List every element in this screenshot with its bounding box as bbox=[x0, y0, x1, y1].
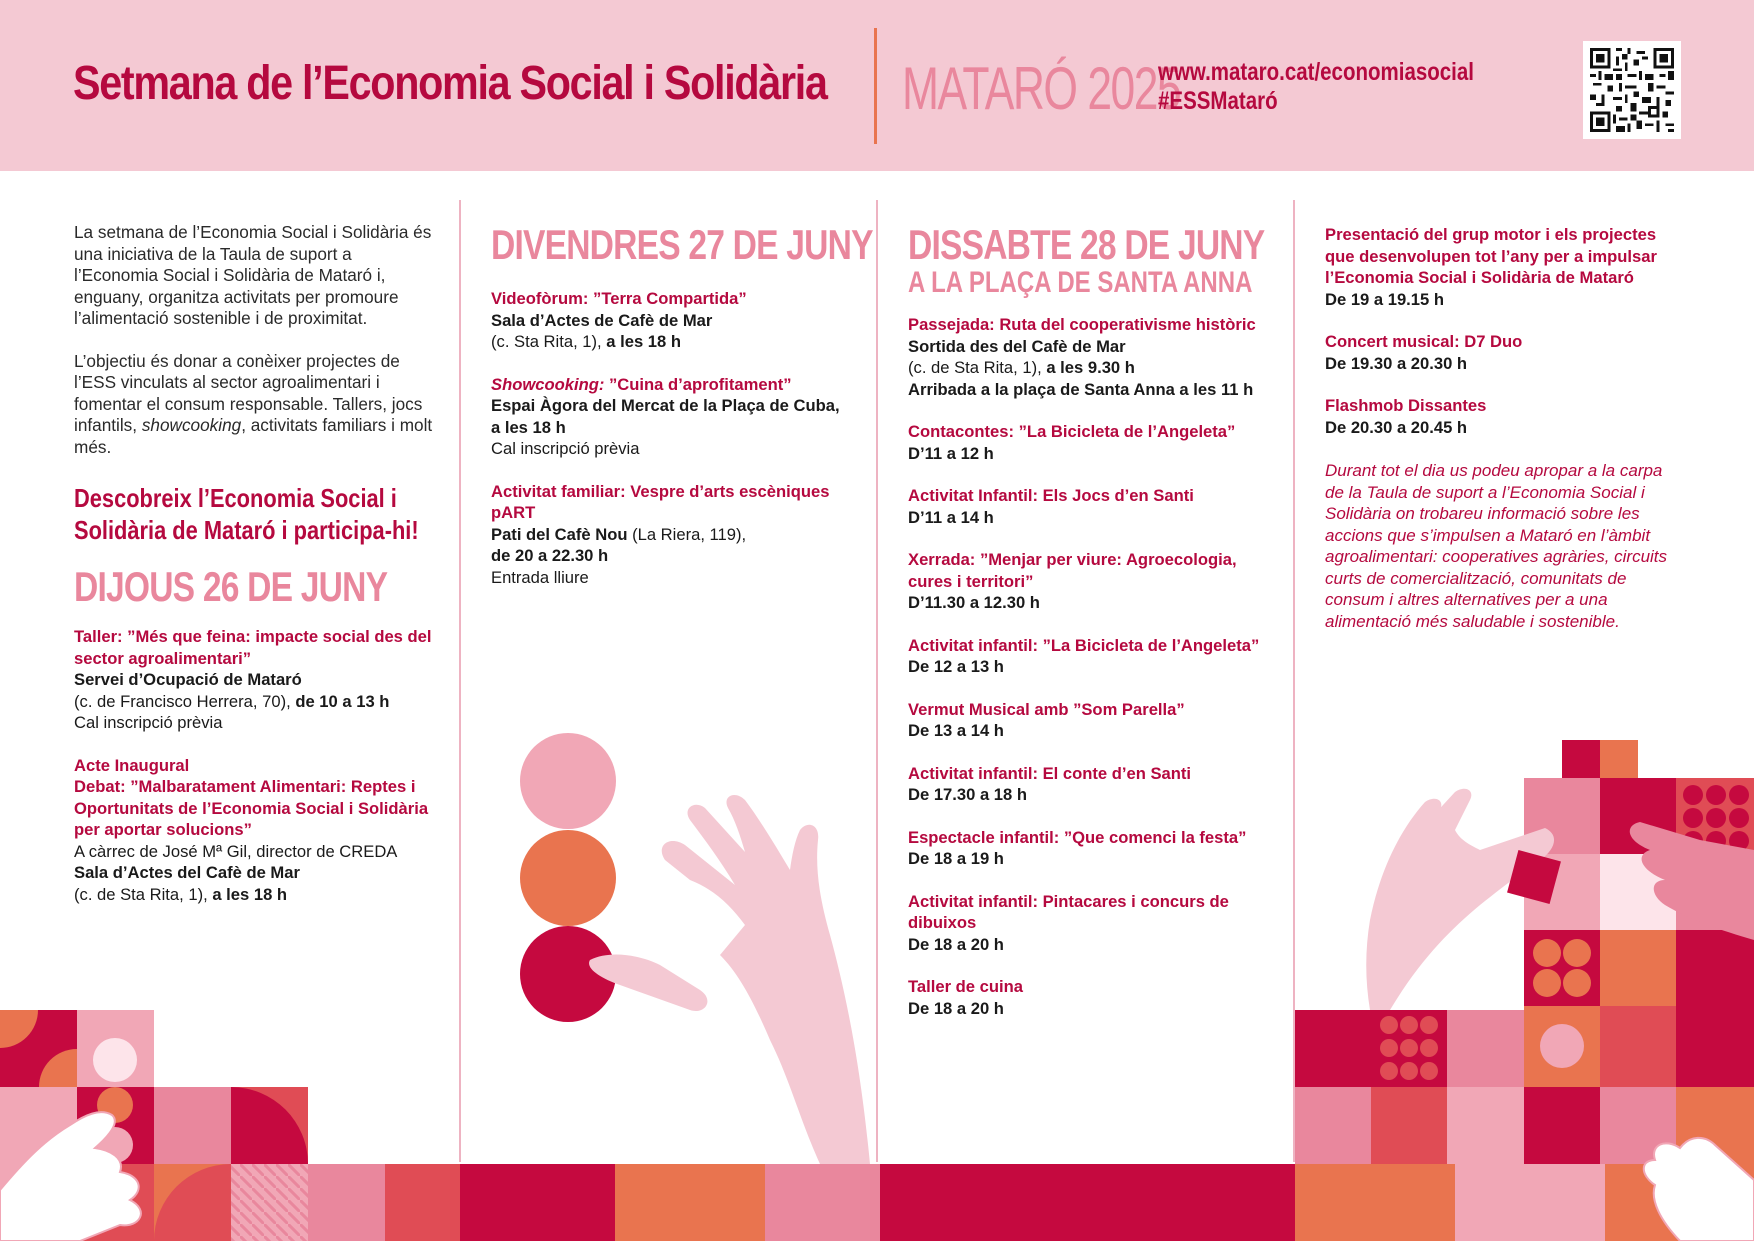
event-note: Cal inscripció prèvia bbox=[74, 713, 223, 732]
event-acte-inaugural bbox=[74, 755, 434, 906]
event-time: D’11 a 14 h bbox=[908, 507, 994, 527]
event-speaker: A càrrec de José Mª Gil, director de CREDA bbox=[74, 841, 398, 861]
column-intro bbox=[74, 222, 434, 905]
event-title: Activitat infantil: ”La Bicicleta de l’Angeleta” bbox=[908, 635, 1260, 655]
event-time: De 12 a 13 h bbox=[908, 657, 1004, 676]
header-divider bbox=[874, 28, 877, 144]
event-venue: Servei d’Ocupació de Mataró bbox=[74, 670, 302, 689]
column-dissabte bbox=[908, 222, 1278, 1019]
event-taller bbox=[74, 626, 434, 734]
event-jocs-santi bbox=[908, 485, 1278, 528]
event-note: Cal inscripció prèvia bbox=[491, 439, 640, 458]
event-concert-musical bbox=[1325, 331, 1685, 374]
event-espectacle-infantil bbox=[908, 827, 1278, 870]
header-city-year: MATARÓ 2025 bbox=[902, 55, 1181, 122]
event-title: Passejada: Ruta del cooperativisme històric bbox=[908, 315, 1256, 334]
event-time: D’11.30 a 12.30 h bbox=[908, 593, 1040, 612]
event-title: Taller de cuina bbox=[908, 977, 1023, 996]
day-subheading-location: A LA PLAÇA DE SANTA ANNA bbox=[908, 266, 1253, 299]
page-title: Setmana de l’Economia Social i Solidària bbox=[73, 57, 827, 110]
middle-hand-illustration bbox=[589, 795, 870, 1164]
qr-code-icon bbox=[1590, 48, 1674, 132]
left-hand-illustration bbox=[0, 1112, 141, 1241]
event-title: Activitat infantil: Pintacares i concurs de dibuixos bbox=[908, 891, 1229, 932]
event-venue-address: Pati del Cafè Nou (La Riera, 119), bbox=[491, 524, 747, 544]
column-divider-2 bbox=[876, 200, 878, 1162]
event-title: Showcooking: ”Cuina d’aprofitament” bbox=[491, 374, 792, 394]
event-time: De 20.30 a 20.45 h bbox=[1325, 417, 1468, 437]
day-heading-divendres: DIVENDRES 27 DE JUNY bbox=[491, 221, 873, 268]
bottom-right-mosaic bbox=[1295, 740, 1754, 1164]
event-title: Flashmob Dissantes bbox=[1325, 396, 1487, 415]
event-bicicleta-angeleta bbox=[908, 635, 1278, 678]
event-time: D’11 a 12 h bbox=[908, 443, 994, 463]
event-title: Taller: ”Més que feina: impacte social des del sector agroalimentari” bbox=[74, 627, 432, 668]
event-address-time: (c. de Sta Rita, 1), a les 9.30 h bbox=[908, 358, 1135, 377]
event-title: Activitat familiar: Vespre d’arts escèniques pART bbox=[491, 481, 830, 522]
event-venue: Sortida des del Cafè de Mar bbox=[908, 336, 1126, 356]
column-divider-3 bbox=[1293, 200, 1295, 1162]
event-address-time: (c. de Sta Rita, 1), a les 18 h bbox=[74, 884, 288, 904]
event-title: Presentació del grup motor i els projectes que desenvolupen tot l’any per a impulsar l’Economia Social i Solidària de Mataró bbox=[1325, 225, 1657, 287]
column-continued bbox=[1325, 222, 1685, 632]
event-passejada bbox=[908, 314, 1278, 400]
event-title: Activitat infantil: El conte d’en Santi bbox=[908, 763, 1192, 783]
event-contacontes bbox=[908, 421, 1278, 464]
event-note: Entrada lliure bbox=[491, 567, 589, 587]
column-divider-1 bbox=[459, 200, 461, 1162]
event-time: De 18 a 20 h bbox=[908, 998, 1004, 1018]
stacked-balls-illustration bbox=[520, 733, 616, 1022]
event-vermut-musical bbox=[908, 699, 1278, 742]
call-to-action: Descobreix l’Economia Social i Solidària de Mataró i participa-hi! bbox=[74, 483, 419, 545]
event-title: Xerrada: ”Menjar per viure: Agroecologia, cures i territori” bbox=[908, 550, 1237, 591]
bottom-left-mosaic bbox=[0, 1010, 385, 1241]
event-title: Activitat Infantil: Els Jocs d’en Santi bbox=[908, 486, 1194, 505]
right-hand-upper-illustration bbox=[1366, 789, 1554, 1010]
event-address-time: (c. Sta Rita, 1), a les 18 h bbox=[491, 332, 681, 351]
held-tile-illustration bbox=[1507, 850, 1561, 904]
event-title: Contacontes: ”La Bicicleta de l’Angeleta” bbox=[908, 422, 1236, 441]
right-hand-lower-illustration bbox=[1630, 822, 1754, 940]
event-presentacio-grup-motor bbox=[1325, 224, 1685, 310]
header-banner bbox=[0, 0, 1754, 171]
event-title: Acte Inaugural Debat: ”Malbaratament Alimentari: Reptes i Oportunitats de l’Economia Social i Solidària per aportar solucions” bbox=[74, 755, 429, 839]
day-heading-dissabte: DISSABTE 28 DE JUNY bbox=[908, 221, 1265, 268]
event-time: De 19.30 a 20.30 h bbox=[1325, 353, 1468, 373]
event-time: De 18 a 19 h bbox=[908, 849, 1004, 868]
event-address-time: (c. de Francisco Herrera, 70), de 10 a 13 h bbox=[74, 691, 390, 711]
qr-code[interactable] bbox=[1583, 41, 1681, 139]
event-time: De 19 a 19.15 h bbox=[1325, 289, 1445, 309]
event-venue: Sala d’Actes del Cafè de Mar bbox=[74, 863, 300, 882]
event-title: Videofòrum: ”Terra Compartida” bbox=[491, 289, 747, 308]
event-pintacares bbox=[908, 891, 1278, 956]
bottom-mosaic-band bbox=[0, 1164, 1754, 1241]
intro-text bbox=[74, 222, 434, 458]
column-divendres bbox=[491, 221, 873, 588]
event-title: Espectacle infantil: ”Que comenci la festa” bbox=[908, 827, 1247, 847]
intro-paragraph-2: L’objectiu és donar a conèixer projectes de l’ESS vinculats al sector agroalimentari i fomentar el consum responsable. Tallers, jocs infantils, showcooking, activitats familiars i molt més. bbox=[74, 350, 433, 457]
intro-paragraph-1: La setmana de l’Economia Social i Solidària és una iniciativa de la Taula de suport a l’Economia Social i Solidària de Mataró i, enguany, organitza activitats per promoure l’alimentació sostenible i de proximitat. bbox=[74, 222, 432, 328]
event-xerrada bbox=[908, 549, 1278, 614]
event-conte-santi bbox=[908, 763, 1278, 806]
event-videoforum bbox=[491, 288, 851, 353]
event-title: Concert musical: D7 Duo bbox=[1325, 332, 1523, 351]
event-arrival: Arribada a la plaça de Santa Anna a les 11 h bbox=[908, 379, 1254, 399]
event-time: De 13 a 14 h bbox=[908, 721, 1004, 740]
event-activitat-familiar bbox=[491, 481, 851, 589]
event-title: Vermut Musical amb ”Som Parella” bbox=[908, 699, 1185, 719]
event-taller-cuina bbox=[908, 976, 1278, 1019]
event-time: De 17.30 a 18 h bbox=[908, 785, 1028, 804]
event-time: de 20 a 22.30 h bbox=[491, 546, 609, 565]
hashtag: #ESSMataró bbox=[1158, 87, 1278, 115]
closing-note: Durant tot el dia us podeu apropar a la carpa de la Taula de suport a l’Economia Social i Solidària on trobareu informació sobre les accions que s’impulsen a Mataró en l’àmbit agroalimentari: cooperatives agràries, circuits curts de comercialització, comunitats de consum i altres alternatives per a una alimentació més saludable i sostenible. bbox=[1325, 461, 1668, 631]
event-venue: Espai Àgora del Mercat de la Plaça de Cuba, a les 18 h bbox=[491, 396, 840, 437]
right-hand-bottom-illustration bbox=[1644, 1138, 1754, 1241]
website-link[interactable]: www.mataro.cat/economiasocial bbox=[1158, 58, 1474, 86]
event-flashmob bbox=[1325, 395, 1685, 438]
day-heading-dijous: DIJOUS 26 DE JUNY bbox=[74, 563, 388, 610]
event-venue: Sala d’Actes de Cafè de Mar bbox=[491, 310, 713, 330]
event-showcooking bbox=[491, 374, 851, 460]
event-time: De 18 a 20 h bbox=[908, 934, 1004, 954]
